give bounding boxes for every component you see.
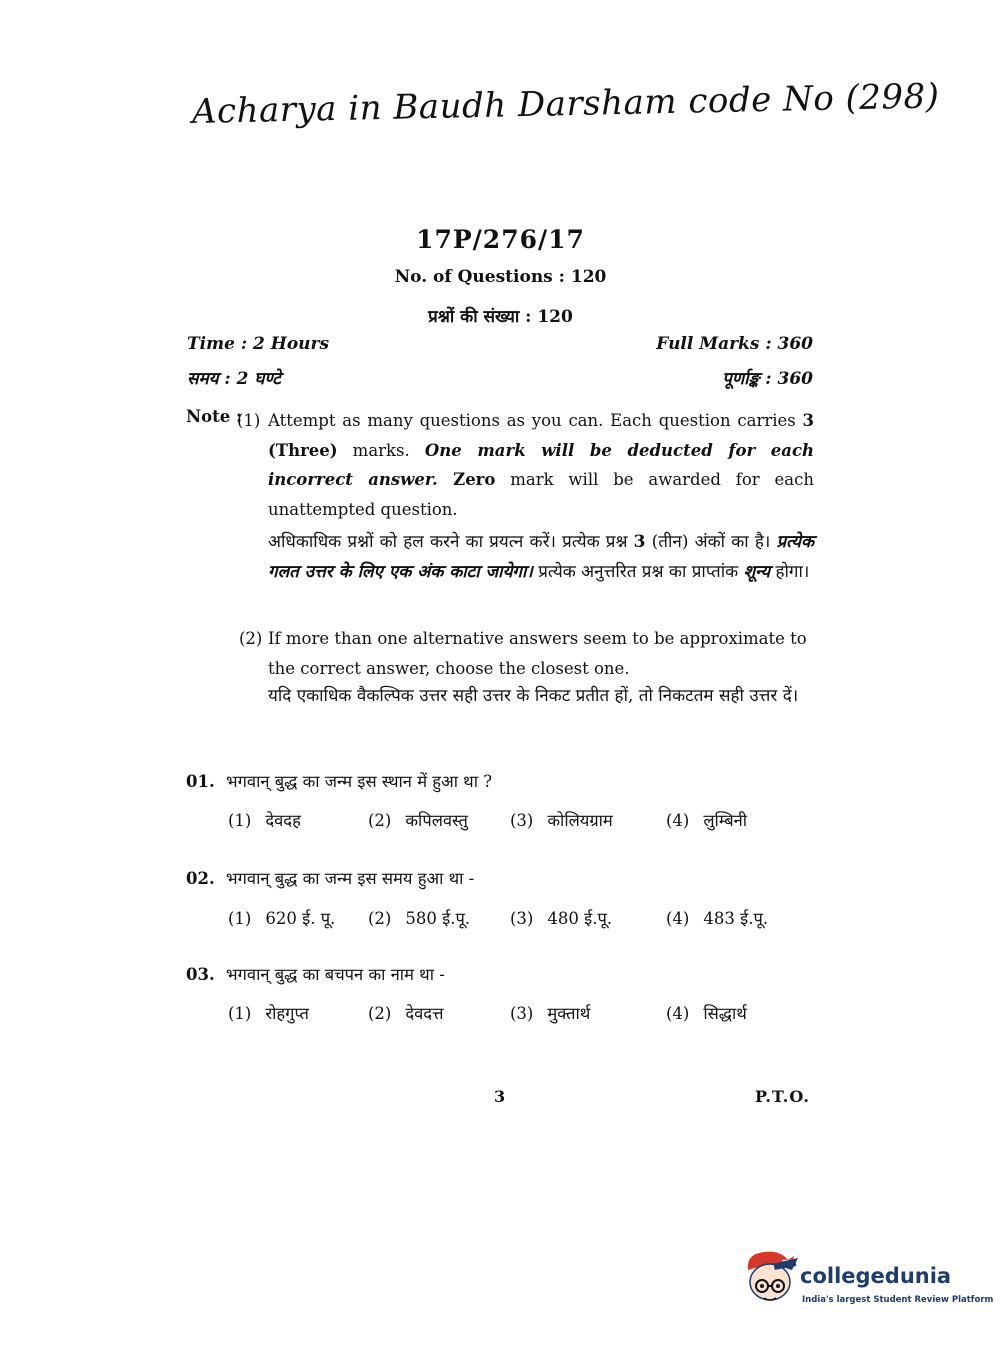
note-2-text: If more than one alternative answers seem to be approximate to the correct answer, choose the closest one.: [268, 629, 807, 678]
option-text: देवदत्त: [405, 1004, 444, 1023]
option-number: (1): [228, 909, 252, 928]
option-1[interactable]: [228, 808, 301, 831]
note-1-three: 3 (Three): [268, 411, 814, 460]
option-number: (4): [666, 909, 690, 928]
option-number: (1): [228, 811, 252, 830]
page-number: 3: [494, 1087, 506, 1106]
question-1: [186, 769, 492, 792]
option-text: मुक्तार्थ: [547, 1004, 591, 1023]
question-text: भगवान् बुद्ध का जन्म इस समय हुआ था -: [226, 869, 475, 888]
option-number: (3): [510, 909, 534, 928]
option-number: (2): [368, 811, 392, 830]
option-2[interactable]: [368, 1001, 443, 1024]
question-number: 01.: [186, 772, 215, 791]
option-text: 480 ई.पू.: [547, 909, 613, 928]
full-marks-en: Full Marks : 360: [656, 334, 813, 354]
note-2-hi: यदि एकाधिक वैकल्पिक उत्तर सही उत्तर के निकट प्रतीत हों, तो निकटतम सही उत्तर दें।: [268, 686, 799, 706]
option-text: कोलियग्राम: [547, 811, 613, 830]
question-number: 02.: [186, 869, 215, 888]
note-2-number: (2): [239, 629, 263, 648]
option-4[interactable]: [666, 1001, 747, 1024]
note-1-text-a: Attempt as many questions as you can. Each question carries: [268, 411, 803, 430]
option-text: देवदह: [265, 811, 301, 830]
note-1-hi-b: (तीन) अंकों का है।: [645, 532, 777, 552]
num-questions-en: No. of Questions : 120: [394, 267, 607, 287]
note-1-hi-deduct: प्रत्येक गलत उत्तर के लिए एक अंक काटा जायेगा।: [268, 532, 815, 582]
option-number: (1): [228, 1004, 252, 1023]
paper-code: 17P/276/17: [416, 225, 585, 254]
handwritten-title: Acharya in Baudh Darsham code No (298): [191, 76, 940, 132]
note-1-en: [237, 406, 814, 524]
option-3[interactable]: [510, 906, 612, 929]
mascot-icon: [742, 1248, 800, 1310]
option-number: (2): [368, 909, 392, 928]
question-2-options: [228, 906, 828, 932]
option-text: 620 ई. पू.: [265, 909, 336, 928]
option-text: 580 ई.पू.: [405, 909, 471, 928]
num-questions-hi: प्रश्नों की संख्या : 120: [428, 307, 573, 327]
question-text: भगवान् बुद्ध का जन्म इस स्थान में हुआ था ?: [226, 772, 493, 791]
note-1-text-b: marks.: [337, 440, 425, 460]
note-1-hi-zero: शून्य: [743, 561, 771, 582]
note-1-hi-d: होगा।: [770, 561, 810, 582]
question-text: भगवान् बुद्ध का बचपन का नाम था -: [226, 965, 445, 984]
full-marks-hi: पूर्णाङ्क : 360: [722, 369, 813, 389]
question-number: 03.: [186, 965, 215, 984]
option-number: (2): [368, 1004, 392, 1023]
time-hi: समय : 2 घण्टे: [187, 369, 281, 389]
note-1-zero: Zero: [437, 470, 496, 489]
question-3: [186, 962, 445, 985]
question-1-options: [228, 808, 828, 834]
option-number: (4): [666, 1004, 690, 1023]
option-text: कपिलवस्तु: [405, 811, 468, 830]
note-1-deduct: One mark will be deducted for each incorrect answer.: [268, 440, 814, 489]
logo-tagline: India's largest Student Review Platform: [802, 1295, 994, 1305]
note-1-text-c: mark will be awarded for each unattempted question.: [268, 470, 814, 519]
pto-label: P.T.O.: [755, 1087, 810, 1106]
option-text: सिद्धार्थ: [703, 1004, 747, 1023]
option-text: लुम्बिनी: [703, 811, 748, 830]
option-number: (3): [510, 1004, 534, 1023]
option-text: 483 ई.पू.: [703, 909, 769, 928]
option-number: (4): [666, 811, 690, 830]
note-label: Note :: [186, 407, 243, 426]
option-2[interactable]: [368, 906, 470, 929]
logo-name: collegedunia: [800, 1264, 952, 1288]
option-number: (3): [510, 811, 534, 830]
question-2: [186, 866, 474, 889]
note-1-hi-three: 3: [633, 532, 646, 552]
option-4[interactable]: [666, 906, 768, 929]
option-2[interactable]: [368, 808, 468, 831]
note-1-number: (1): [237, 411, 261, 430]
option-4[interactable]: [666, 808, 747, 831]
option-3[interactable]: [510, 808, 613, 831]
question-3-options: [228, 1001, 828, 1027]
note-1-hi-a: अधिकाधिक प्रश्नों को हल करने का प्रयत्न करें। प्रत्येक प्रश्न: [268, 532, 634, 552]
collegedunia-logo[interactable]: [742, 1248, 994, 1318]
option-text: रोहगुप्त: [265, 1004, 309, 1023]
time-en: Time : 2 Hours: [187, 334, 330, 354]
option-1[interactable]: [228, 906, 335, 929]
option-1[interactable]: [228, 1001, 309, 1024]
note-1-hi-c: प्रत्येक अनुत्तरित प्रश्न का प्राप्तांक: [532, 561, 744, 582]
note-2-en: [239, 624, 814, 683]
note-1-hi: [268, 528, 814, 587]
option-3[interactable]: [510, 1001, 590, 1024]
